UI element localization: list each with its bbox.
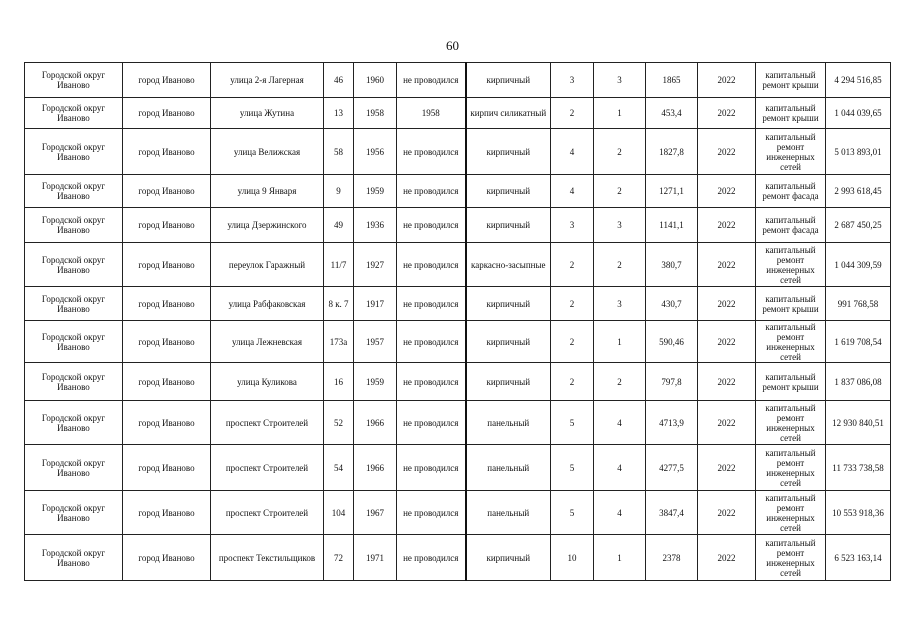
cell-entrances: 3 <box>594 63 646 98</box>
cell-entrances: 3 <box>594 208 646 243</box>
cell-cost: 4 294 516,85 <box>826 63 891 98</box>
cell-municipality: Городской округ Иваново <box>25 243 123 287</box>
cell-planned-year: 2022 <box>698 321 756 363</box>
table-row <box>25 98 891 129</box>
cell-repair-type: капитальный ремонт инженерных сетей <box>756 535 826 581</box>
cell-cost: 991 768,58 <box>826 287 891 321</box>
cell-area: 4277,5 <box>646 445 698 491</box>
cell-settlement: город Иваново <box>123 321 211 363</box>
cell-street: улица Рабфаковская <box>211 287 324 321</box>
cell-entrances: 1 <box>594 98 646 129</box>
cell-settlement: город Иваново <box>123 401 211 445</box>
cell-build-year: 1957 <box>354 321 397 363</box>
cell-house-number: 49 <box>324 208 354 243</box>
cell-repair-type: капитальный ремонт инженерных сетей <box>756 243 826 287</box>
cell-floors: 4 <box>551 129 594 175</box>
cell-municipality: Городской округ Иваново <box>25 491 123 535</box>
cell-wall-material: панельный <box>466 401 551 445</box>
cell-repair-type: капитальный ремонт крыши <box>756 287 826 321</box>
cell-planned-year: 2022 <box>698 208 756 243</box>
table-row <box>25 321 891 363</box>
cell-planned-year: 2022 <box>698 401 756 445</box>
cell-build-year: 1958 <box>354 98 397 129</box>
cell-cost: 1 044 309,59 <box>826 243 891 287</box>
cell-settlement: город Иваново <box>123 491 211 535</box>
cell-street: улица Дзержинского <box>211 208 324 243</box>
cell-house-number: 58 <box>324 129 354 175</box>
cell-house-number: 16 <box>324 363 354 401</box>
cell-house-number: 52 <box>324 401 354 445</box>
cell-wall-material: кирпичный <box>466 287 551 321</box>
cell-street: улица Лежневская <box>211 321 324 363</box>
cell-municipality: Городской округ Иваново <box>25 445 123 491</box>
cell-repair-type: капитальный ремонт инженерных сетей <box>756 321 826 363</box>
cell-area: 797,8 <box>646 363 698 401</box>
cell-municipality: Городской округ Иваново <box>25 129 123 175</box>
cell-last-repair-year: не проводился <box>397 445 466 491</box>
cell-last-repair-year: 1958 <box>397 98 466 129</box>
cell-planned-year: 2022 <box>698 175 756 208</box>
cell-area: 590,46 <box>646 321 698 363</box>
cell-area: 3847,4 <box>646 491 698 535</box>
cell-last-repair-year: не проводился <box>397 535 466 581</box>
cell-build-year: 1936 <box>354 208 397 243</box>
table-row <box>25 243 891 287</box>
cell-wall-material: кирпичный <box>466 129 551 175</box>
table-row <box>25 175 891 208</box>
cell-area: 1141,1 <box>646 208 698 243</box>
cell-build-year: 1971 <box>354 535 397 581</box>
cell-entrances: 3 <box>594 287 646 321</box>
cell-build-year: 1967 <box>354 491 397 535</box>
cell-house-number: 54 <box>324 445 354 491</box>
cell-settlement: город Иваново <box>123 287 211 321</box>
cell-planned-year: 2022 <box>698 287 756 321</box>
cell-floors: 3 <box>551 63 594 98</box>
cell-settlement: город Иваново <box>123 98 211 129</box>
cell-cost: 6 523 163,14 <box>826 535 891 581</box>
cell-repair-type: капитальный ремонт крыши <box>756 63 826 98</box>
cell-wall-material: каркасно-засыпные <box>466 243 551 287</box>
cell-street: проспект Строителей <box>211 401 324 445</box>
cell-planned-year: 2022 <box>698 535 756 581</box>
cell-cost: 1 619 708,54 <box>826 321 891 363</box>
cell-street: улица 9 Января <box>211 175 324 208</box>
cell-build-year: 1959 <box>354 363 397 401</box>
cell-planned-year: 2022 <box>698 445 756 491</box>
cell-repair-type: капитальный ремонт крыши <box>756 363 826 401</box>
cell-floors: 10 <box>551 535 594 581</box>
cell-wall-material: панельный <box>466 491 551 535</box>
cell-last-repair-year: не проводился <box>397 321 466 363</box>
table-row <box>25 445 891 491</box>
cell-last-repair-year: не проводился <box>397 363 466 401</box>
cell-planned-year: 2022 <box>698 363 756 401</box>
cell-settlement: город Иваново <box>123 243 211 287</box>
cell-build-year: 1927 <box>354 243 397 287</box>
cell-house-number: 46 <box>324 63 354 98</box>
cell-last-repair-year: не проводился <box>397 491 466 535</box>
cell-street: проспект Строителей <box>211 491 324 535</box>
table-row <box>25 63 891 98</box>
cell-entrances: 2 <box>594 363 646 401</box>
cell-build-year: 1960 <box>354 63 397 98</box>
page-number: 60 <box>446 38 459 53</box>
cell-municipality: Городской округ Иваново <box>25 363 123 401</box>
cell-settlement: город Иваново <box>123 63 211 98</box>
cell-last-repair-year: не проводился <box>397 208 466 243</box>
cell-cost: 1 837 086,08 <box>826 363 891 401</box>
cell-area: 380,7 <box>646 243 698 287</box>
cell-planned-year: 2022 <box>698 63 756 98</box>
cell-street: улица Велижская <box>211 129 324 175</box>
cell-wall-material: панельный <box>466 445 551 491</box>
cell-floors: 5 <box>551 445 594 491</box>
cell-settlement: город Иваново <box>123 208 211 243</box>
cell-floors: 5 <box>551 401 594 445</box>
cell-cost: 12 930 840,51 <box>826 401 891 445</box>
cell-house-number: 173а <box>324 321 354 363</box>
cell-street: проспект Строителей <box>211 445 324 491</box>
cell-build-year: 1956 <box>354 129 397 175</box>
cell-area: 453,4 <box>646 98 698 129</box>
table-body <box>25 63 891 581</box>
table-row <box>25 363 891 401</box>
cell-street: проспект Текстильщиков <box>211 535 324 581</box>
cell-cost: 2 687 450,25 <box>826 208 891 243</box>
cell-floors: 2 <box>551 243 594 287</box>
cell-repair-type: капитальный ремонт крыши <box>756 98 826 129</box>
housing-repair-table <box>24 62 891 581</box>
cell-street: улица Жутина <box>211 98 324 129</box>
cell-repair-type: капитальный ремонт инженерных сетей <box>756 445 826 491</box>
cell-build-year: 1966 <box>354 445 397 491</box>
cell-wall-material: кирпичный <box>466 535 551 581</box>
cell-entrances: 2 <box>594 129 646 175</box>
table-row <box>25 401 891 445</box>
cell-street: переулок Гаражный <box>211 243 324 287</box>
cell-wall-material: кирпичный <box>466 175 551 208</box>
cell-wall-material: кирпич силикатный <box>466 98 551 129</box>
cell-house-number: 11/7 <box>324 243 354 287</box>
cell-area: 430,7 <box>646 287 698 321</box>
cell-repair-type: капитальный ремонт фасада <box>756 175 826 208</box>
cell-settlement: город Иваново <box>123 363 211 401</box>
cell-area: 1271,1 <box>646 175 698 208</box>
cell-planned-year: 2022 <box>698 129 756 175</box>
cell-repair-type: капитальный ремонт фасада <box>756 208 826 243</box>
cell-last-repair-year: не проводился <box>397 243 466 287</box>
cell-entrances: 4 <box>594 491 646 535</box>
cell-entrances: 2 <box>594 175 646 208</box>
cell-cost: 1 044 039,65 <box>826 98 891 129</box>
cell-last-repair-year: не проводился <box>397 129 466 175</box>
cell-house-number: 13 <box>324 98 354 129</box>
cell-street: улица 2-я Лагерная <box>211 63 324 98</box>
cell-settlement: город Иваново <box>123 129 211 175</box>
cell-cost: 10 553 918,36 <box>826 491 891 535</box>
cell-wall-material: кирпичный <box>466 363 551 401</box>
cell-area: 4713,9 <box>646 401 698 445</box>
cell-entrances: 4 <box>594 401 646 445</box>
cell-wall-material: кирпичный <box>466 208 551 243</box>
cell-settlement: город Иваново <box>123 445 211 491</box>
cell-settlement: город Иваново <box>123 175 211 208</box>
cell-repair-type: капитальный ремонт инженерных сетей <box>756 129 826 175</box>
cell-entrances: 1 <box>594 535 646 581</box>
cell-municipality: Городской округ Иваново <box>25 401 123 445</box>
cell-wall-material: кирпичный <box>466 63 551 98</box>
cell-cost: 11 733 738,58 <box>826 445 891 491</box>
table-row <box>25 129 891 175</box>
cell-area: 1827,8 <box>646 129 698 175</box>
cell-house-number: 104 <box>324 491 354 535</box>
cell-house-number: 9 <box>324 175 354 208</box>
cell-area: 2378 <box>646 535 698 581</box>
cell-planned-year: 2022 <box>698 491 756 535</box>
cell-municipality: Городской округ Иваново <box>25 321 123 363</box>
cell-entrances: 1 <box>594 321 646 363</box>
cell-floors: 2 <box>551 287 594 321</box>
cell-municipality: Городской округ Иваново <box>25 63 123 98</box>
cell-floors: 2 <box>551 363 594 401</box>
cell-planned-year: 2022 <box>698 98 756 129</box>
cell-municipality: Городской округ Иваново <box>25 208 123 243</box>
cell-floors: 3 <box>551 208 594 243</box>
cell-municipality: Городской округ Иваново <box>25 98 123 129</box>
cell-house-number: 72 <box>324 535 354 581</box>
cell-planned-year: 2022 <box>698 243 756 287</box>
table-row <box>25 287 891 321</box>
cell-municipality: Городской округ Иваново <box>25 175 123 208</box>
table-row <box>25 535 891 581</box>
cell-cost: 2 993 618,45 <box>826 175 891 208</box>
cell-entrances: 4 <box>594 445 646 491</box>
cell-floors: 2 <box>551 321 594 363</box>
cell-last-repair-year: не проводился <box>397 63 466 98</box>
cell-cost: 5 013 893,01 <box>826 129 891 175</box>
cell-repair-type: капитальный ремонт инженерных сетей <box>756 401 826 445</box>
table-row <box>25 491 891 535</box>
cell-municipality: Городской округ Иваново <box>25 287 123 321</box>
cell-street: улица Куликова <box>211 363 324 401</box>
cell-last-repair-year: не проводился <box>397 287 466 321</box>
cell-build-year: 1966 <box>354 401 397 445</box>
cell-entrances: 2 <box>594 243 646 287</box>
cell-build-year: 1959 <box>354 175 397 208</box>
cell-repair-type: капитальный ремонт инженерных сетей <box>756 491 826 535</box>
cell-last-repair-year: не проводился <box>397 175 466 208</box>
cell-floors: 4 <box>551 175 594 208</box>
cell-floors: 5 <box>551 491 594 535</box>
cell-floors: 2 <box>551 98 594 129</box>
table-row <box>25 208 891 243</box>
cell-settlement: город Иваново <box>123 535 211 581</box>
cell-last-repair-year: не проводился <box>397 401 466 445</box>
cell-wall-material: кирпичный <box>466 321 551 363</box>
cell-house-number: 8 к. 7 <box>324 287 354 321</box>
cell-build-year: 1917 <box>354 287 397 321</box>
cell-municipality: Городской округ Иваново <box>25 535 123 581</box>
cell-area: 1865 <box>646 63 698 98</box>
